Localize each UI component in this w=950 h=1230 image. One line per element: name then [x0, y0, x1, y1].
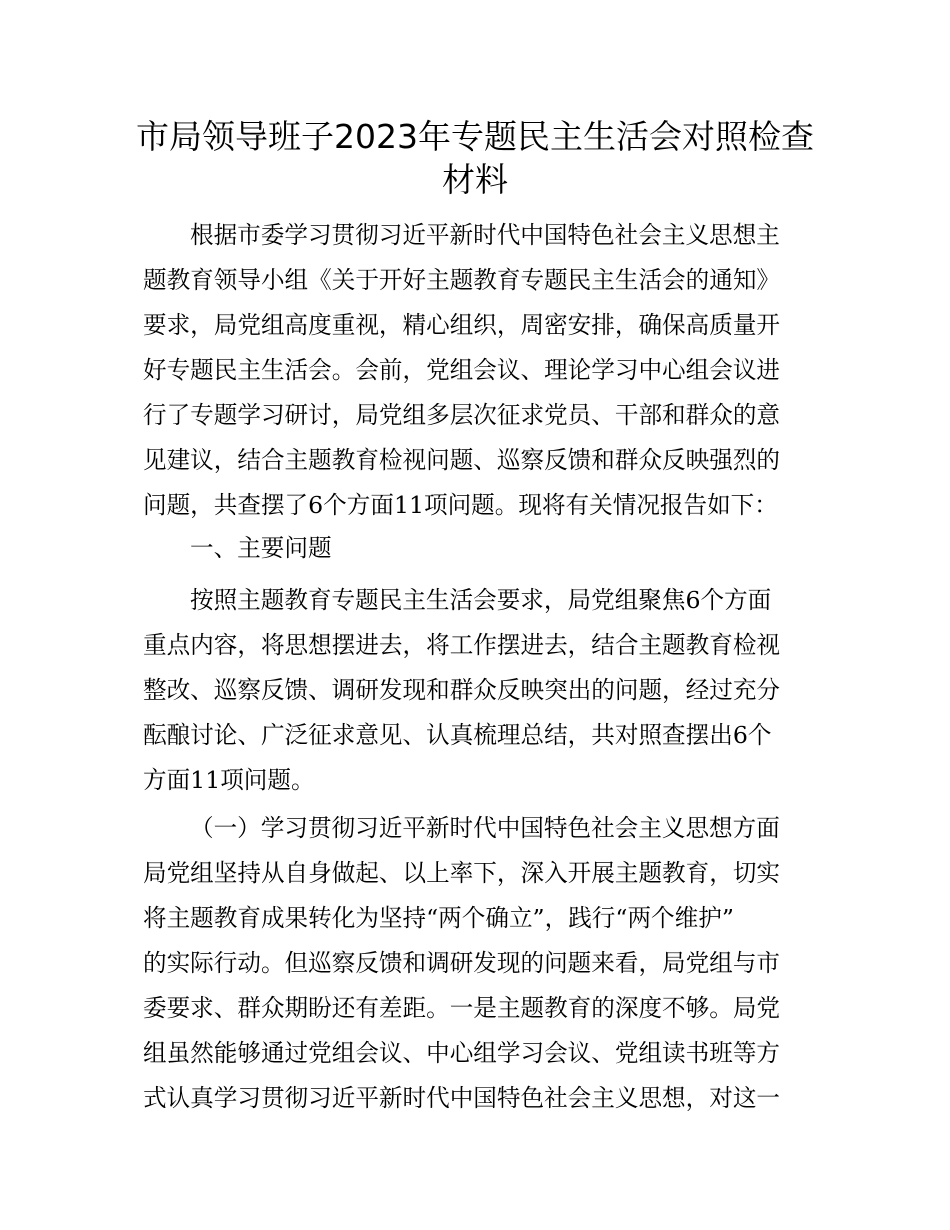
paragraph-line: 题教育领导小组《关于开好主题教育专题民主生活会的通知》 — [143, 266, 781, 294]
paragraph-line: 好专题民主生活会。会前，党组会议、理论学习中心组会议进 — [143, 356, 781, 384]
paragraph-line: 方面11项问题。 — [143, 766, 315, 794]
paragraph-line: 整改、巡察反馈、调研发现和群众反映突出的问题，经过充分 — [143, 676, 781, 704]
section-paragraph — [143, 578, 823, 803]
paragraph-line: 问题，共查摆了6个方面11项问题。现将有关情况报告如下： — [143, 491, 778, 519]
paragraph-line: 式认真学习贯彻习近平新时代中国特色社会主义思想，对这一 — [143, 1084, 781, 1112]
paragraph-line: 重点内容，将思想摆进去，将工作摆进去，结合主题教育检视 — [143, 631, 781, 659]
paragraph-line: 将主题教育成果转化为坚持“两个确立”，践行“两个维护” — [143, 904, 734, 932]
document-title-line-1: 市局领导班子2023年专题民主生活会对照检查 — [136, 117, 814, 156]
paragraph-line: 要求，局党组高度重视，精心组织，周密安排，确保高质量开 — [143, 311, 781, 339]
paragraph-line: 的实际行动。但巡察反馈和调研发现的问题来看，局党组与市 — [143, 949, 781, 977]
paragraph-line: 根据市委学习贯彻习近平新时代中国特色社会主义思想主 — [190, 221, 780, 249]
paragraph-line: 局党组坚持从自身做起、以上率下，深入开展主题教育，切实 — [143, 859, 781, 887]
subsection-heading-line: （一）学习贯彻习近平新时代中国特色社会主义思想方面 — [190, 814, 780, 842]
paragraph-line: 酝酿讨论、广泛征求意见、认真梳理总结，共对照查摆出6个 — [143, 721, 772, 749]
paragraph-line: 按照主题教育专题民主生活会要求，局党组聚焦6个方面 — [190, 586, 772, 614]
document-title-line-2: 材料 — [442, 160, 508, 199]
subsection-paragraph — [143, 806, 823, 1121]
paragraph-line: 见建议，结合主题教育检视问题、巡察反馈和群众反映强烈的 — [143, 446, 781, 474]
paragraph-line: 行了专题学习研讨，局党组多层次征求党员、干部和群众的意 — [143, 401, 781, 429]
section-heading: 一、主要问题 — [190, 534, 332, 562]
paragraph-line: 委要求、群众期盼还有差距。一是主题教育的深度不够。局党 — [143, 994, 781, 1022]
paragraph-line: 组虽然能够通过党组会议、中心组学习会议、党组读书班等方 — [143, 1039, 781, 1067]
intro-paragraph — [143, 213, 823, 528]
